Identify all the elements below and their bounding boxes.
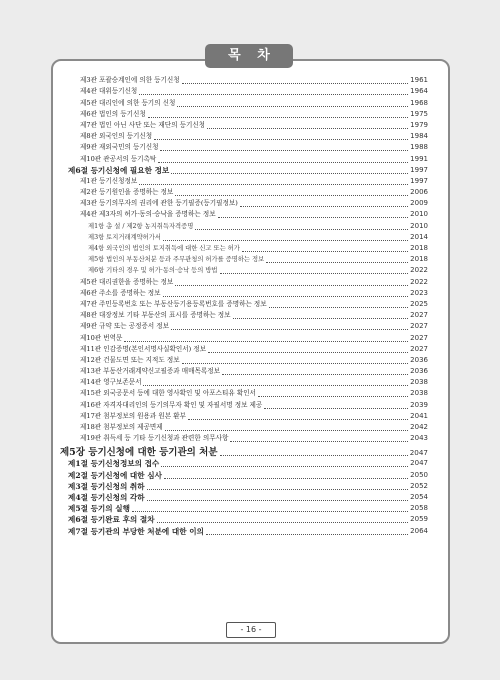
toc-entry[interactable] <box>60 469 428 480</box>
toc-entry-page: 2027 <box>410 344 428 353</box>
toc-entry-page: 2036 <box>410 367 428 376</box>
toc-entry-label: 제7관 법인 아닌 사단 또는 재단의 등기신청 <box>80 120 206 129</box>
toc-entry-label: 제7관 주민등록번호 또는 부동산등기용등록번호를 증명하는 정보 <box>80 299 267 308</box>
toc-entry-page: 2042 <box>410 423 428 431</box>
toc-entry-page: 2018 <box>410 244 428 252</box>
dot-leader <box>230 441 408 442</box>
toc-entry-label: 제9관 재외국민의 등기신청 <box>80 143 159 152</box>
dot-leader <box>182 363 409 364</box>
toc-entry[interactable] <box>60 458 428 469</box>
dot-leader <box>161 466 408 467</box>
table-of-contents <box>60 75 428 537</box>
toc-entry-label: 제3항 토지거래계약허가서 <box>88 233 161 241</box>
toc-entry-label: 제12관 건물도면 또는 지적도 정보 <box>80 355 180 364</box>
toc-entry[interactable] <box>60 198 428 209</box>
toc-entry[interactable] <box>60 355 428 366</box>
toc-entry[interactable] <box>60 176 428 187</box>
toc-entry-label: 제15관 외국공문서 등에 대한 영사확인 및 아포스티유 확인서 <box>80 389 256 398</box>
dot-leader <box>171 329 408 330</box>
toc-entry-page: 2010 <box>410 221 428 230</box>
toc-entry-page: 2014 <box>410 232 428 241</box>
dot-leader <box>182 83 409 84</box>
toc-entry-label: 제7절 등기관의 부당한 처분에 대한 이의 <box>68 526 204 536</box>
toc-entry[interactable] <box>60 142 428 153</box>
dot-leader <box>164 478 408 479</box>
toc-entry-page: 1997 <box>410 176 428 185</box>
dot-leader <box>171 173 408 174</box>
dot-leader <box>233 318 409 319</box>
toc-entry-label: 제18관 첨부정보의 제공면제 <box>80 423 163 431</box>
toc-entry-label: 제1관 등기신청정보 <box>80 176 138 185</box>
toc-entry-page: 2022 <box>410 277 428 286</box>
toc-entry-page: 2018 <box>410 255 428 264</box>
toc-entry[interactable] <box>60 131 428 142</box>
dot-leader <box>269 307 409 308</box>
toc-entry-label: 제1항 총 설 / 제2항 농지취득자격증명 <box>88 222 194 230</box>
toc-entry-page: 2039 <box>410 400 428 409</box>
toc-entry-page: 2054 <box>410 492 428 501</box>
toc-entry-page: 2041 <box>410 411 428 420</box>
toc-entry-page: 2043 <box>410 434 428 443</box>
dot-leader <box>158 162 408 163</box>
toc-entry[interactable] <box>60 332 428 343</box>
dot-leader <box>175 195 408 196</box>
toc-entry[interactable] <box>60 232 428 243</box>
dot-leader <box>218 217 409 218</box>
toc-entry[interactable] <box>60 321 428 332</box>
toc-entry-label: 제4관 대위등기신청 <box>80 87 138 96</box>
toc-entry-page: 1997 <box>410 165 428 174</box>
toc-entry[interactable] <box>60 187 428 198</box>
toc-entry-label: 제10관 관공서의 등기촉탁 <box>80 154 157 163</box>
dot-leader <box>124 341 408 342</box>
toc-entry-label: 제4항 외국인의 법인의 토지취득에 대한 신고 또는 허가 <box>88 245 240 252</box>
toc-entry-page: 2038 <box>410 378 428 387</box>
dot-leader <box>143 385 408 386</box>
dot-leader <box>154 139 408 140</box>
toc-entry-label: 제6관 법인의 등기신청 <box>80 109 146 118</box>
toc-entry[interactable] <box>60 243 428 254</box>
toc-entry[interactable] <box>60 388 428 399</box>
toc-entry-label: 제19관 취득세 등 기타 등기신청과 관련한 의무사항 <box>80 434 229 443</box>
dot-leader <box>195 229 408 230</box>
dot-leader <box>266 262 408 263</box>
toc-entry-label: 제6관 주소를 증명하는 정보 <box>80 288 161 297</box>
toc-entry-page: 1979 <box>410 120 428 129</box>
toc-entry-label: 제5관 대리인에 의한 등기의 신청 <box>80 98 176 107</box>
dot-leader <box>220 455 408 456</box>
dot-leader <box>163 240 408 241</box>
toc-entry[interactable] <box>60 220 428 231</box>
dot-leader <box>177 106 408 107</box>
dot-leader <box>165 430 409 431</box>
toc-entry[interactable] <box>60 399 428 410</box>
toc-entry[interactable] <box>60 481 428 492</box>
dot-leader <box>148 117 408 118</box>
page-number: - 16 - <box>226 622 276 638</box>
toc-entry-page: 1961 <box>410 76 428 85</box>
toc-entry[interactable] <box>60 310 428 321</box>
toc-entry[interactable] <box>60 492 428 503</box>
toc-entry-label: 제6절 등기완료 후의 절차 <box>68 515 155 525</box>
toc-entry-label: 제11관 인감증명(본인서명사실확인서) 정보 <box>80 344 207 353</box>
dot-leader <box>242 251 408 252</box>
toc-entry-page: 1975 <box>410 109 428 118</box>
toc-entry[interactable] <box>60 444 428 458</box>
toc-entry[interactable] <box>60 299 428 310</box>
dot-leader <box>157 522 409 523</box>
dot-leader <box>139 184 408 185</box>
toc-entry-page: 2038 <box>410 389 428 398</box>
toc-entry[interactable] <box>60 377 428 388</box>
toc-entry[interactable] <box>60 254 428 265</box>
toc-entry-label: 제6항 기타의 경우 및 허가·동의·승낙 등의 방법 <box>88 267 218 275</box>
toc-entry[interactable] <box>60 366 428 377</box>
toc-entry-label: 제3절 등기신청의 취하 <box>68 481 145 491</box>
toc-entry-label: 제17관 첨부정보의 원용과 원본 환부 <box>80 411 186 420</box>
toc-entry-label: 제2관 등기원인을 증명하는 정보 <box>80 188 174 197</box>
toc-entry-page: 2064 <box>410 526 428 535</box>
toc-entry[interactable] <box>60 97 428 108</box>
toc-entry-label: 제5항 법인의 부동산처분 등과 주무관청의 허가를 증명하는 정보 <box>88 256 265 264</box>
toc-entry-label: 제3관 포괄승계인에 의한 등기신청 <box>80 76 180 85</box>
toc-entry[interactable] <box>60 344 428 355</box>
toc-entry-label: 제13관 부동산거래계약신고필증과 매매목록정보 <box>80 367 220 376</box>
toc-entry-page: 2027 <box>410 322 428 331</box>
toc-entry[interactable] <box>60 120 428 131</box>
dot-leader <box>206 534 408 535</box>
toc-entry[interactable] <box>60 75 428 86</box>
toc-entry[interactable] <box>60 265 428 276</box>
toc-entry-page: 2023 <box>410 288 428 297</box>
dot-leader <box>207 128 408 129</box>
toc-entry[interactable] <box>60 165 428 176</box>
toc-entry-label: 제1절 등기신청정보의 접수 <box>68 459 160 469</box>
toc-entry[interactable] <box>60 109 428 120</box>
toc-entry-label: 제2절 등기신청에 대한 심사 <box>68 470 162 480</box>
toc-entry[interactable] <box>60 276 428 287</box>
toc-entry-page: 2036 <box>410 355 428 364</box>
toc-entry-label: 제8관 외국인의 등기신청 <box>80 132 153 141</box>
toc-entry-label: 제4절 등기신청의 각하 <box>68 492 145 502</box>
toc-entry[interactable] <box>60 209 428 220</box>
toc-entry-label: 제14관 영구보존문서 <box>80 378 142 387</box>
toc-entry-page: 2047 <box>410 459 428 468</box>
toc-entry-label: 제3관 등기의무자의 권리에 관한 등기필증(등기필정보) <box>80 199 238 208</box>
dot-leader <box>147 500 409 501</box>
dot-leader <box>175 285 408 286</box>
toc-entry-page: 2010 <box>410 210 428 219</box>
dot-leader <box>222 374 408 375</box>
toc-entry-page: 2050 <box>410 470 428 479</box>
toc-entry-page: 2009 <box>410 199 428 208</box>
toc-entry[interactable] <box>60 411 428 422</box>
dot-leader <box>258 396 408 397</box>
toc-entry-page: 1964 <box>410 87 428 96</box>
toc-entry-page: 2047 <box>409 448 428 458</box>
toc-entry-page: 2058 <box>410 504 428 513</box>
dot-leader <box>160 150 408 151</box>
toc-entry-page: 2025 <box>410 299 428 308</box>
dot-leader <box>139 94 408 95</box>
toc-entry-page: 2006 <box>410 188 428 197</box>
dot-leader <box>208 352 408 353</box>
toc-entry[interactable] <box>60 422 428 433</box>
toc-entry-page: 2027 <box>410 333 428 342</box>
dot-leader <box>188 419 408 420</box>
toc-entry[interactable] <box>60 288 428 299</box>
toc-entry-page: 2027 <box>410 311 428 320</box>
toc-entry-label: 제8관 대장정보 기타 부동산의 표시를 증명하는 정보 <box>80 311 231 320</box>
toc-entry-page: 2022 <box>410 266 428 275</box>
toc-entry[interactable] <box>60 433 428 444</box>
toc-entry[interactable] <box>60 525 428 536</box>
dot-leader <box>163 296 409 297</box>
toc-entry-label: 제5관 대리권한을 증명하는 정보 <box>80 277 174 286</box>
toc-entry-label: 제10관 번역문 <box>80 333 123 342</box>
toc-entry-page: 1984 <box>410 132 428 141</box>
toc-entry[interactable] <box>60 514 428 525</box>
toc-title-tab: 목 차 <box>205 44 293 68</box>
toc-entry-page: 2059 <box>410 515 428 524</box>
dot-leader <box>240 206 408 207</box>
toc-entry[interactable] <box>60 503 428 514</box>
dot-leader <box>264 408 408 409</box>
toc-entry-page: 1991 <box>410 154 428 163</box>
toc-entry[interactable] <box>60 153 428 164</box>
toc-entry-label: 제4관 제3자의 허가·동의·승낙을 증명하는 정보 <box>80 210 216 219</box>
toc-entry-label: 제6절 등기신청에 필요한 정보 <box>68 165 170 175</box>
toc-entry[interactable] <box>60 86 428 97</box>
toc-entry-page: 2052 <box>410 481 428 490</box>
toc-entry-page: 1988 <box>410 143 428 152</box>
dot-leader <box>147 489 409 490</box>
dot-leader <box>220 273 409 274</box>
toc-entry-label: 제9관 규약 또는 공정증서 정보 <box>80 322 170 331</box>
toc-entry-page: 1968 <box>410 98 428 107</box>
toc-entry-label: 제16관 자격자대리인의 등기의무자 확인 및 자필서명 정보 제공 <box>80 400 263 409</box>
toc-entry-label: 제5장 등기신청에 대한 등기관의 처분 <box>60 447 218 459</box>
dot-leader <box>132 511 408 512</box>
toc-entry-label: 제5절 등기의 실행 <box>68 504 130 514</box>
